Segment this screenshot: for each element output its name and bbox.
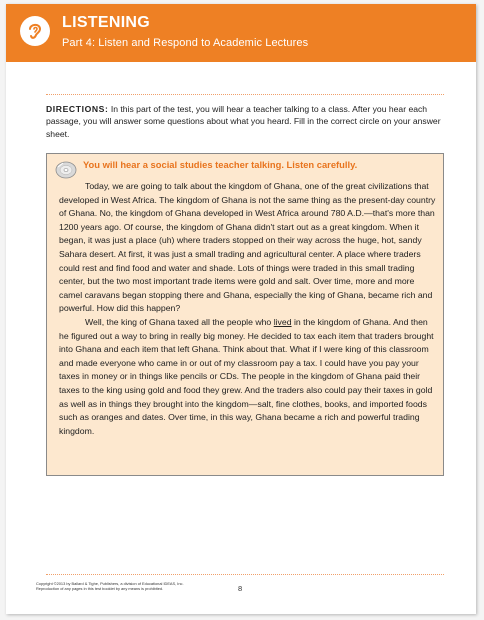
bottom-divider <box>46 574 444 575</box>
passage-paragraph: Today, we are going to talk about the kingdom of Ghana, one of the great civilizations that developed in West Africa. The kingdom of Ghana is not the same thing as the present-day country of Ghana. No, the kingdom of Ghana developed in West Africa around 780 A.D.—that's more than 1200 years ago. Of course, the kingdom of Ghana didn't start out as a great kingdom. When it began, it was just a place (uh) where traders stopped on their way across the huge, hot, sandy Sahara desert. At first, it was just a small trading and agricultural center. A place where traders could rest and find food and water and shade. Lots of things were traded in this small trading center, but the two most important trade items were gold and salt. Over time, more and more camel caravans began stopping there and Ghana, especially the king of Ghana, became rich and powerful. How did this happen? <box>59 181 436 314</box>
directions-label: DIRECTIONS: <box>46 104 109 114</box>
section-subtitle: Part 4: Listen and Respond to Academic Lectures <box>62 37 309 49</box>
copyright-line: Reproduction of any pages in this test booklet by any means is prohibited. <box>36 586 164 591</box>
passage-paragraph <box>59 316 437 438</box>
passage-heading: You will hear a social studies teacher talking. Listen carefully. <box>83 159 358 170</box>
test-page <box>6 4 476 614</box>
section-title: LISTENING <box>62 14 151 31</box>
ear-icon <box>20 16 50 46</box>
cd-icon <box>54 159 78 179</box>
passage-text-run: Well, the king of Ghana taxed all the people who <box>85 316 274 327</box>
directions-block <box>46 103 446 140</box>
page-number: 8 <box>238 584 243 593</box>
underlined-word: lived <box>273 316 292 327</box>
passage-box <box>46 153 444 476</box>
top-divider <box>46 94 444 95</box>
passage-text-run: in the kingdom of Ghana. And then he figured out a way to bring in really big money. He decided to tax each item that traders brought into Ghana and each item that left Ghana. Think about that. What if I were king of this classroom and made everyone who came in or out of my classroom pay a tax. I could have you pay your taxes in money or in things like pencils or CDs. The people in the kingdom of Ghana paid their taxes to the king using gold and food they grew. And the traders also could pay their taxes in gold as well as in things they brought into the kingdom—salt, fine clothes, books, and imported foods such as oranges and dates. Over time, in this way, Ghana became a rich and powerful trading kingdom. <box>59 316 434 436</box>
copyright-line: Copyright ©2013 by Ballard & Tighe, Publishers, a division of Educational IDEAS, Inc. <box>36 581 184 586</box>
directions-text: In this part of the test, you will hear a teacher talking to a class. After you hear each passage, you will answer some questions about what you heard. Fill in the correct circle on your answer sheet. <box>46 104 441 139</box>
copyright-notice <box>36 581 184 591</box>
passage-text <box>59 180 437 438</box>
section-header <box>6 4 476 62</box>
